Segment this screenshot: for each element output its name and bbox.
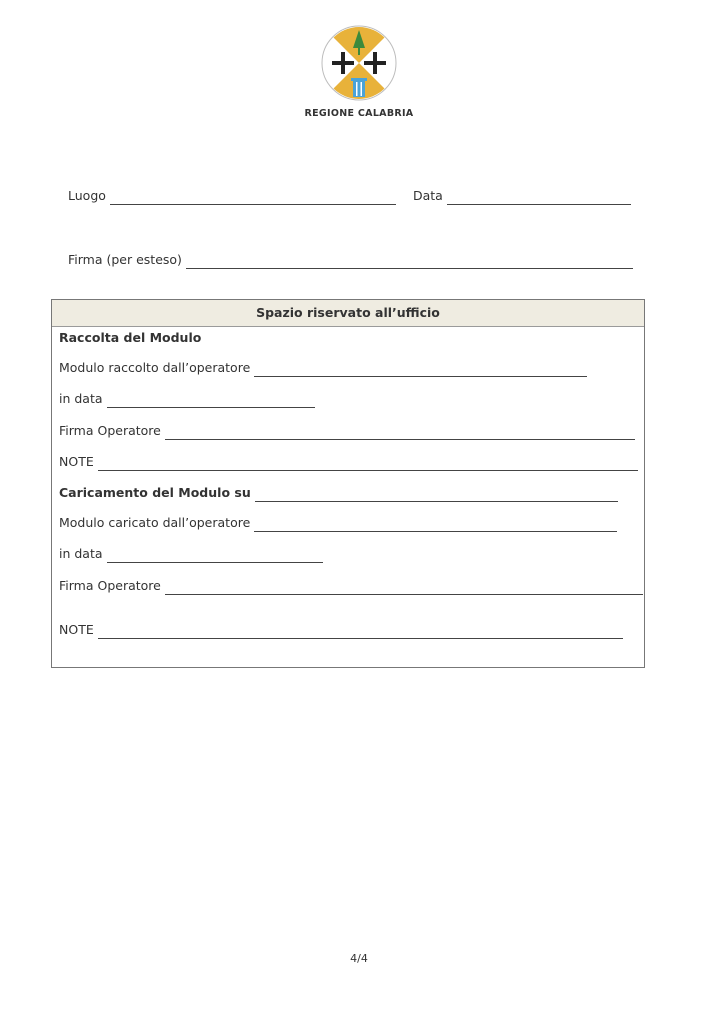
page-number: 4/4 bbox=[350, 952, 368, 965]
signature-field[interactable] bbox=[68, 251, 633, 269]
uploaded-by-label: Modulo caricato dall’operatore bbox=[59, 515, 251, 530]
signature-line[interactable] bbox=[186, 255, 633, 269]
collection-signature-label: Firma Operatore bbox=[59, 423, 161, 438]
uploaded-by-field[interactable] bbox=[59, 514, 617, 532]
place-label: Luogo bbox=[68, 188, 106, 203]
upload-notes-label: NOTE bbox=[59, 622, 94, 637]
collection-notes-label: NOTE bbox=[59, 454, 94, 469]
upload-heading: Caricamento del Modulo su bbox=[59, 485, 251, 500]
date-label: Data bbox=[413, 188, 443, 203]
upload-notes-line[interactable] bbox=[98, 625, 623, 639]
collection-notes-field[interactable] bbox=[59, 453, 638, 471]
upload-date-field[interactable] bbox=[59, 545, 323, 563]
signature-label: Firma (per esteso) bbox=[68, 252, 182, 267]
upload-date-line[interactable] bbox=[107, 549, 323, 563]
upload-signature-line[interactable] bbox=[165, 581, 643, 595]
collection-date-field[interactable] bbox=[59, 390, 315, 408]
regione-calabria-emblem-icon bbox=[320, 24, 398, 102]
place-field[interactable] bbox=[68, 187, 396, 205]
upload-signature-field[interactable] bbox=[59, 577, 643, 595]
collection-signature-line[interactable] bbox=[165, 426, 635, 440]
collection-heading: Raccolta del Modulo bbox=[59, 330, 202, 345]
uploaded-by-line[interactable] bbox=[254, 518, 617, 532]
place-line[interactable] bbox=[110, 191, 396, 205]
office-box-title: Spazio riservato all’ufficio bbox=[52, 300, 644, 327]
logo-label: REGIONE CALABRIA bbox=[304, 108, 414, 119]
collected-by-label: Modulo raccolto dall’operatore bbox=[59, 360, 251, 375]
collection-notes-line[interactable] bbox=[98, 457, 638, 471]
upload-notes-field[interactable] bbox=[59, 621, 623, 639]
collection-date-line[interactable] bbox=[107, 394, 315, 408]
date-field[interactable] bbox=[413, 187, 631, 205]
collection-signature-field[interactable] bbox=[59, 422, 635, 440]
upload-platform-line[interactable] bbox=[255, 488, 618, 502]
upload-date-label: in data bbox=[59, 546, 103, 561]
collected-by-field[interactable] bbox=[59, 359, 587, 377]
upload-heading-field[interactable] bbox=[59, 484, 618, 502]
upload-signature-label: Firma Operatore bbox=[59, 578, 161, 593]
date-line[interactable] bbox=[447, 191, 631, 205]
collection-date-label: in data bbox=[59, 391, 103, 406]
collected-by-line[interactable] bbox=[254, 363, 587, 377]
office-reserved-box bbox=[51, 299, 645, 668]
